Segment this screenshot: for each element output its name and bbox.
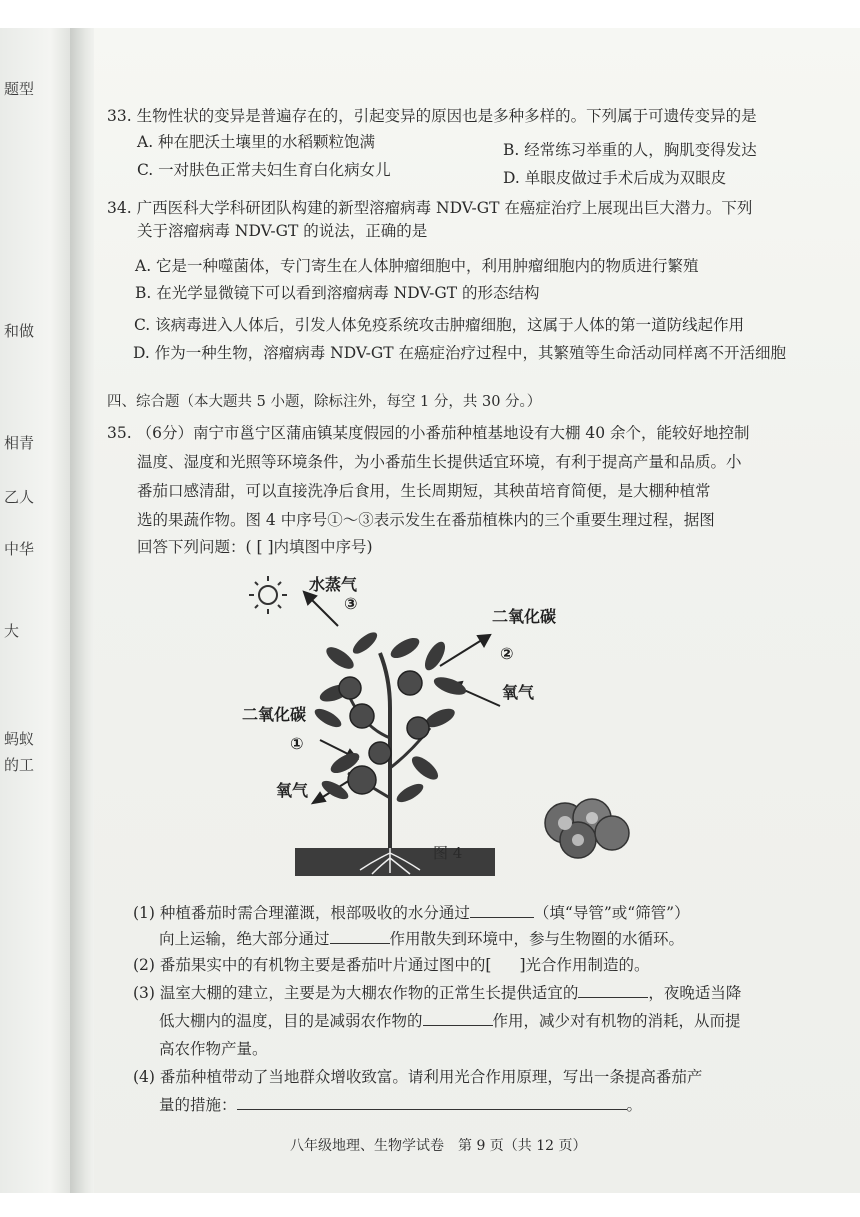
q35-line2: 温度、湿度和光照等环境条件，为小番茄生长提供适宜环境，有利于提高产量和品质。小 [137,453,742,471]
tomato-plant [295,629,495,876]
sub3-line3: 高农作物产量。 [159,1040,268,1058]
label-process-2: ② [500,644,514,663]
tomatoes-photo [545,799,629,858]
sub3-text-b: ，夜晚适当降 [648,984,742,1002]
edge-fragment: 题型 [4,80,35,98]
q35-line1: 35. （6分）南宁市邕宁区蒲庙镇某度假园的小番茄种植基地设有大棚 40 余个，能较好地控制 [107,424,750,442]
q34-option-d: D. 作为一种生物，溶瘤病毒 NDV-GT 在癌症治疗过程中，其繁殖等生命活动同样离不开活细胞 [133,344,787,362]
sub4-text-b: 量的措施： [159,1096,237,1114]
sub3-text-c: 低大棚内的温度，目的是减弱农作物的 [159,1012,423,1030]
label-co2-right: 二氧化碳 [492,607,557,626]
sub1-line1 [133,904,690,923]
q33-option-d: D. 单眼皮做过手术后成为双眼皮 [503,169,727,187]
q34-stem-line1: 34. 广西医科大学科研团队构建的新型溶瘤病毒 NDV-GT 在癌症治疗上展现出巨大潜力。下列 [107,199,753,217]
page-footer: 八年级地理、生物学试卷 第 9 页（共 12 页） [290,1138,587,1154]
water-vapor-arrow [304,592,338,626]
q34-option-b: B. 在光学显微镜下可以看到溶瘤病毒 NDV-GT 的形态结构 [135,284,540,302]
label-o2-left: 氧气 [276,781,309,800]
q33-option-c: C. 一对肤色正常夫妇生育白化病女儿 [137,161,391,179]
exam-photo [0,28,860,1193]
label-co2-left: 二氧化碳 [242,705,307,724]
sub1-text-a: (1) 种植番茄时需合理灌溉，根部吸收的水分通过 [133,904,470,922]
left-page-edge [0,28,72,1193]
figure-caption: 图 4 [433,844,463,862]
sub1-text-c: 向上运输，绝大部分通过 [159,930,330,948]
section-heading: 四、综合题（本大题共 5 小题，除标注外，每空 1 分，共 30 分。） [107,394,542,410]
edge-fragment: 相青 [4,434,35,452]
sub1-line2 [159,930,684,949]
sub1-text-b: （填“导管”或“筛管”） [533,904,690,922]
edge-fragment: 蚂蚁 [4,730,35,748]
sub4-line2 [159,1096,642,1115]
co2-out-arrow [440,635,490,666]
label-process-1: ① [290,734,304,753]
sub4-line1: (4) 番茄种植带动了当地群众增收致富。请利用光合作用原理，写出一条提高番茄产 [133,1068,703,1086]
sub2-line [133,956,650,975]
edge-fragment: 中华 [4,540,35,558]
sub3-text-d: 作用，减少对有机物的消耗，从而提 [492,1012,741,1030]
page-gutter [70,28,96,1193]
q34-option-a: A. 它是一种噬菌体，专门寄生在人体肿瘤细胞中，利用肿瘤细胞内的物质进行繁殖 [135,257,699,275]
sub1-blank-2[interactable] [330,931,390,944]
label-process-3: ③ [344,594,358,613]
q33-option-a: A. 种在肥沃土壤里的水稻颗粒饱满 [137,133,376,151]
sun-icon [249,576,287,614]
q35-line4: 选的果蔬作物。图 4 中序号①～③表示发生在番茄植株内的三个重要生理过程，据图 [137,511,715,529]
edge-fragment: 乙人 [4,488,35,506]
q35-line5: 回答下列问题：( [ ]内填图中序号) [137,538,373,556]
sub2-text-b: ]光合作用制造的。 [519,956,650,974]
q34-stem-line2: 关于溶瘤病毒 NDV-GT 的说法，正确的是 [137,222,428,240]
q33-option-b: B. 经常练习举重的人，胸肌变得发达 [503,141,757,159]
edge-fragment: 的工 [4,756,35,774]
sub3-text-a: (3) 温室大棚的建立，主要是为大棚农作物的正常生长提供适宜的 [133,984,579,1002]
edge-fragment: 和做 [4,322,35,340]
q35-line3: 番茄口感清甜，可以直接洗净后食用，生长周期短，其秧苗培育简便，是大棚种植常 [137,482,711,500]
q34-option-c: C. 该病毒进入人体后，引发人体免疫系统攻击肿瘤细胞，这属于人体的第一道防线起作用 [134,316,745,334]
sub3-line2 [159,1012,741,1031]
q33-stem: 33. 生物性状的变异是普遍存在的，引起变异的原因也是多种多样的。下列属于可遗传变异的是 [107,107,757,125]
sub3-blank-1[interactable] [578,985,648,998]
sub4-text-c: 。 [626,1096,643,1114]
edge-fragment: 大 [4,622,20,640]
label-o2-right: 氧气 [502,683,535,702]
sub3-blank-2[interactable] [423,1013,493,1026]
sub3-line1 [133,984,741,1003]
sub1-text-d: 作用散失到环境中，参与生物圈的水循环。 [389,930,685,948]
sub1-blank-1[interactable] [470,905,534,918]
sub2-text-a: (2) 番茄果实中的有机物主要是番茄叶片通过图中的[ [133,956,492,974]
sub4-blank[interactable] [237,1097,627,1110]
label-water-vapor: 水蒸气 [309,575,358,594]
